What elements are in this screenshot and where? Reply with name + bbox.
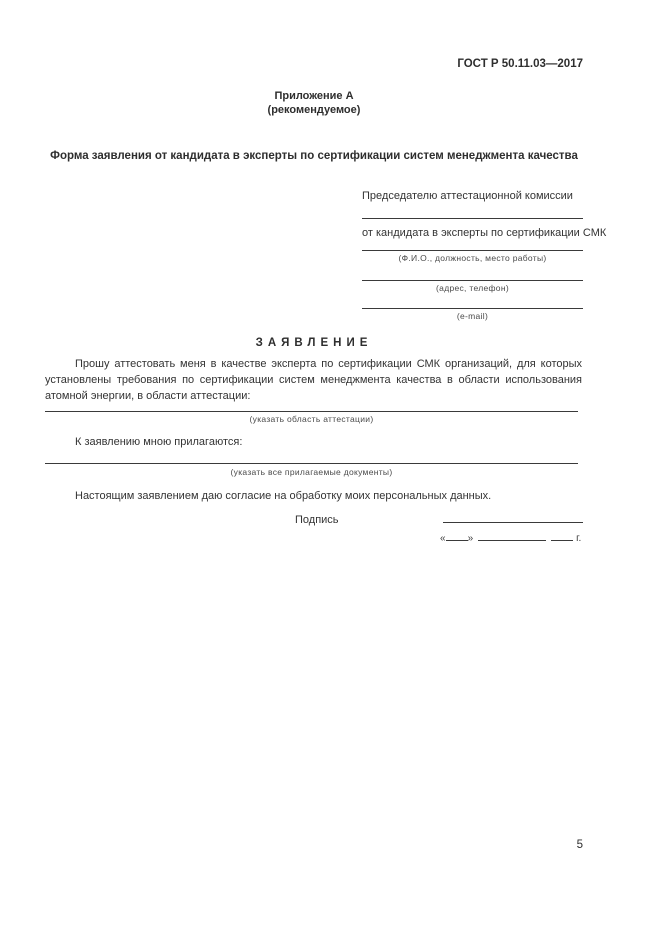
appendix-label: Приложение А [274,90,354,102]
fio-blank-line [362,250,583,251]
date-month-blank [478,533,546,541]
signature-label: Подпись [295,514,339,526]
address-blank-line [362,280,583,281]
email-blank-line [362,308,583,309]
form-title: Форма заявления от кандидата в эксперты по сертификации систем менеджмента качества [50,150,578,162]
address-caption: (адрес, телефон) [436,283,509,293]
consent-text: Настоящим заявлением даю согласие на обработку моих персональных данных. [75,490,492,502]
chairman-name-blank-line [362,218,583,219]
statement-heading: ЗАЯВЛЕНИЕ [255,337,373,349]
date-quote-close: » [467,533,474,544]
statement-body-paragraph: Прошу аттестовать меня в качестве эксперта по сертификации СМК организаций, для которых установлены требования по сертификации систем менеджмента качества в области использования атомной энергии, в области аттестации: [45,358,582,402]
document-code-header: ГОСТ Р 50.11.03—2017 [457,58,583,70]
date-year-suffix: г. [576,533,582,544]
date-year-blank [551,533,573,541]
signature-blank-line [443,514,583,523]
addressee-line-candidate: от кандидата в эксперты по сертификации СМК [362,227,607,239]
page-number: 5 [576,839,583,851]
attestation-area-blank-line [45,411,578,412]
documents-caption: (указать все прилагаемые документы) [230,467,393,477]
email-caption: (e-mail) [456,311,489,321]
date-row [440,533,581,544]
date-day-blank [446,533,468,541]
date-quote-open: « [440,533,446,544]
appendix-note: (рекомендуемое) [267,104,361,116]
appendix-heading [45,89,583,117]
attestation-area-caption: (указать область аттестации) [249,414,374,424]
addressee-line-chairman: Председателю аттестационной комиссии [362,190,573,202]
documents-blank-line [45,463,578,464]
fio-caption: (Ф.И.О., должность, место работы) [398,253,547,263]
attachments-label: К заявлению мною прилагаются: [75,436,243,448]
